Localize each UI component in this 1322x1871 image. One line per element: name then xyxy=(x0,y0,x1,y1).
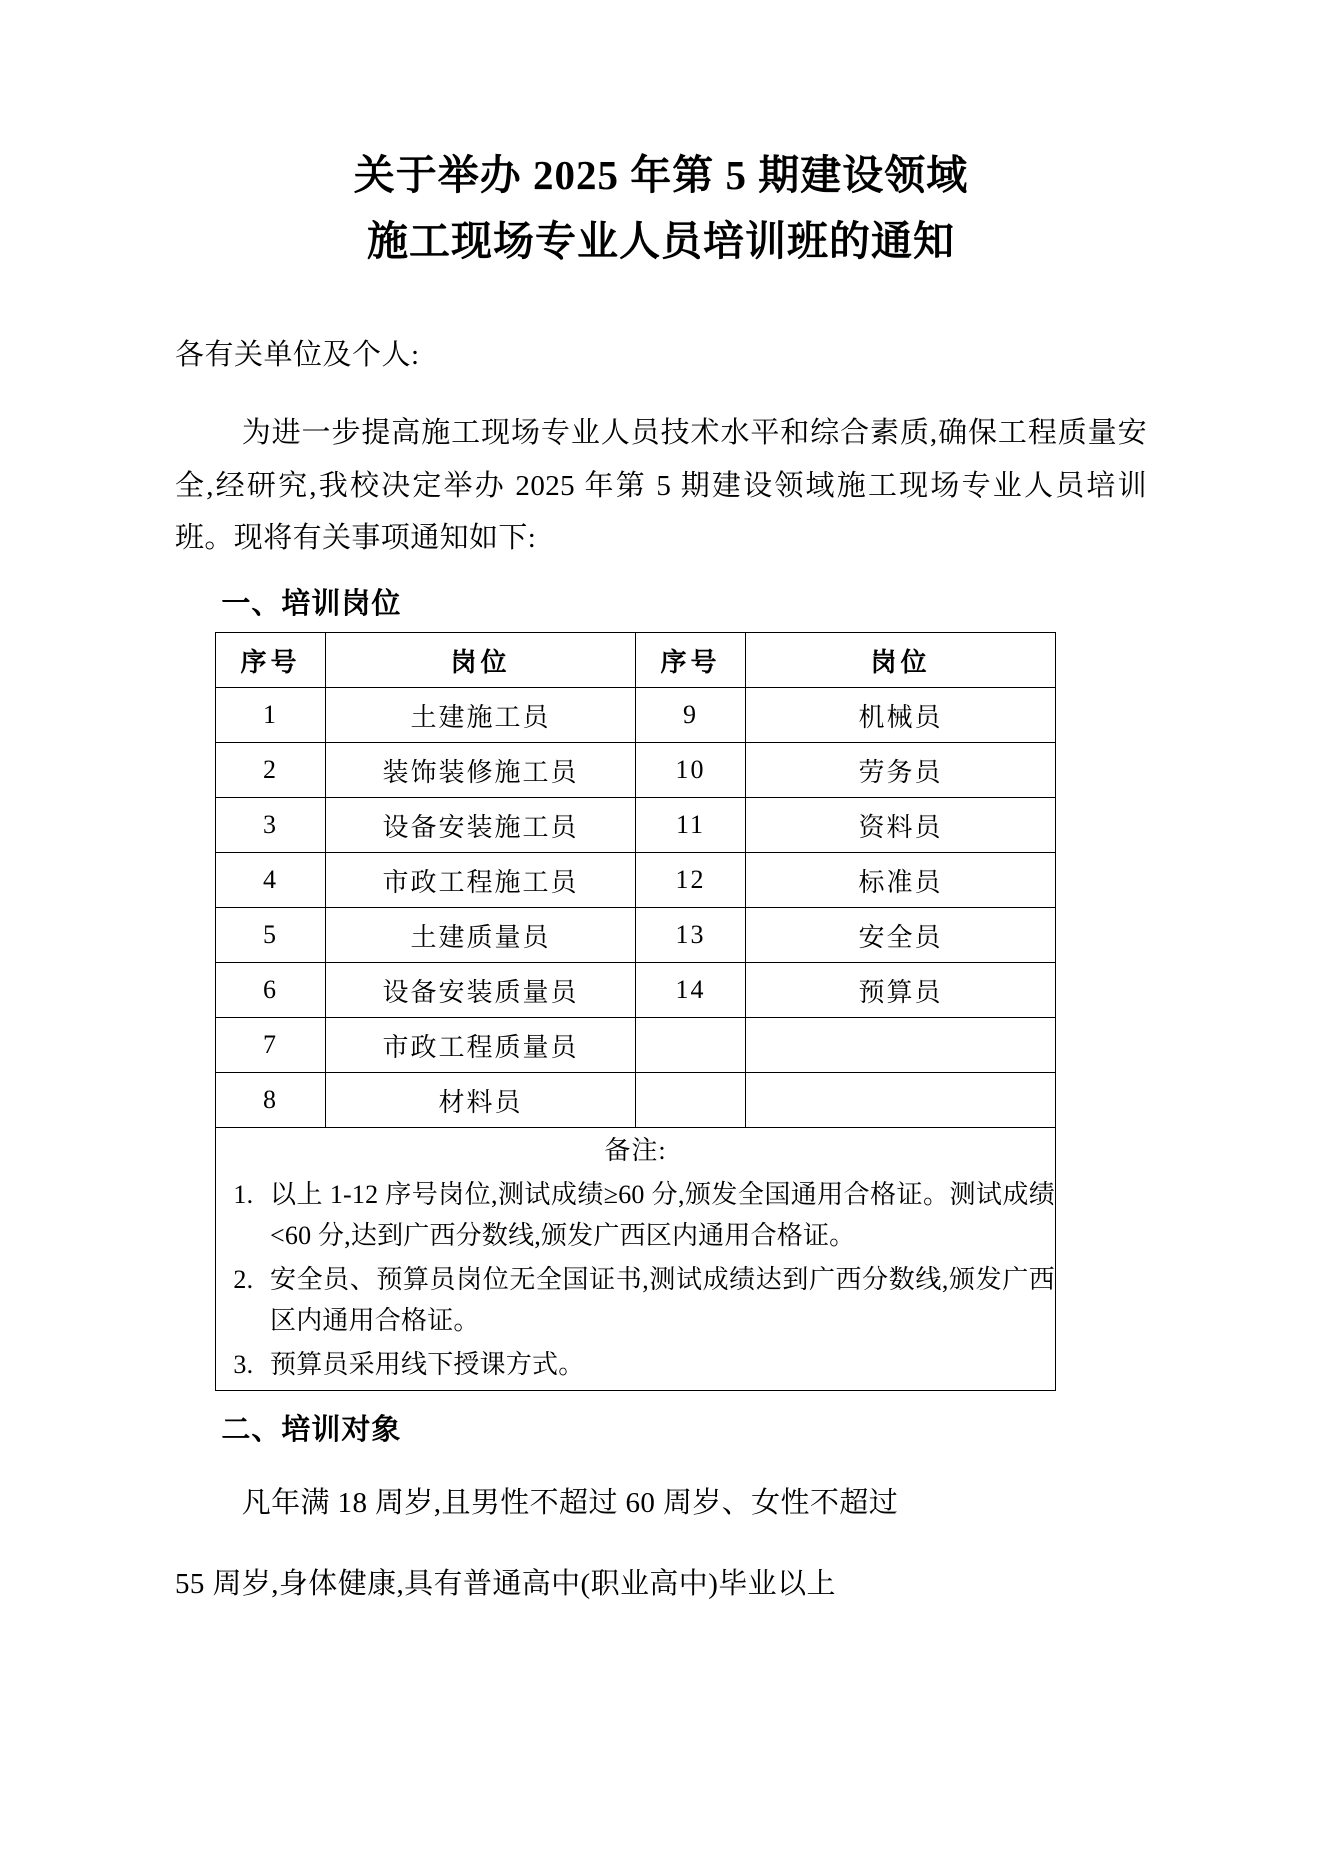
cell-no: 9 xyxy=(636,688,746,743)
cell-no: 11 xyxy=(636,798,746,853)
cell-post xyxy=(746,1018,1056,1073)
notes-list xyxy=(216,1174,1055,1386)
list-item: 2. 安全员、预算员岗位无全国证书,测试成绩达到广西分数线,颁发广西区内通用合格证。 xyxy=(260,1259,1055,1342)
table-row xyxy=(216,743,1056,798)
cell-no: 5 xyxy=(216,908,326,963)
cell-post: 市政工程施工员 xyxy=(326,853,636,908)
table-row xyxy=(216,1018,1056,1073)
trainees-paragraph-line-2: 55 周岁,身体健康,具有普通高中(职业高中)毕业以上 xyxy=(175,1568,836,1601)
cell-post: 预算员 xyxy=(746,963,1056,1018)
cell-no: 4 xyxy=(216,853,326,908)
table-header-row xyxy=(216,633,1056,688)
title-line-1: 关于举办 2025 年第 5 期建设领域 xyxy=(353,152,969,198)
cell-post xyxy=(746,1073,1056,1128)
training-posts-table xyxy=(215,632,1056,1391)
column-header-post-1: 岗位 xyxy=(326,633,636,688)
intro-paragraph: 为进一步提高施工现场专业人员技术水平和综合素质,确保工程质量安全,经研究,我校决定举办 2025 年第 5 期建设领域施工现场专业人员培训班。现将有关事项通知如下: xyxy=(175,416,1147,555)
salutation: 各有关单位及个人: xyxy=(175,338,420,371)
section-heading-trainees: 二、培训对象 xyxy=(221,1411,402,1446)
cell-post: 材料员 xyxy=(326,1073,636,1128)
title-line-2: 施工现场专业人员培训班的通知 xyxy=(367,218,955,265)
cell-no: 10 xyxy=(636,743,746,798)
section-heading-training-posts: 一、培训岗位 xyxy=(221,586,402,621)
cell-post: 劳务员 xyxy=(746,743,1056,798)
cell-no: 3 xyxy=(216,798,326,853)
column-header-no-1: 序号 xyxy=(216,633,326,688)
cell-post: 装饰装修施工员 xyxy=(326,743,636,798)
cell-no: 13 xyxy=(636,908,746,963)
cell-no: 7 xyxy=(216,1018,326,1073)
cell-post: 设备安装施工员 xyxy=(326,798,636,853)
cell-post: 资料员 xyxy=(746,798,1056,853)
cell-no xyxy=(636,1018,746,1073)
cell-no: 6 xyxy=(216,963,326,1018)
table-row xyxy=(216,853,1056,908)
table-row xyxy=(216,963,1056,1018)
list-item: 3. 预算员采用线下授课方式。 xyxy=(260,1344,1055,1386)
cell-no: 8 xyxy=(216,1073,326,1128)
list-item: 1. 以上 1-12 序号岗位,测试成绩≥60 分,颁发全国通用合格证。测试成绩<60 分,达到广西分数线,颁发广西区内通用合格证。 xyxy=(260,1174,1055,1257)
notes-label: 备注: xyxy=(604,1136,667,1166)
cell-post: 市政工程质量员 xyxy=(326,1018,636,1073)
cell-post: 安全员 xyxy=(746,908,1056,963)
table-notes xyxy=(216,1128,1056,1391)
cell-no: 12 xyxy=(636,853,746,908)
column-header-post-2: 岗位 xyxy=(746,633,1056,688)
trainees-paragraph-line-1: 凡年满 18 周岁,且男性不超过 60 周岁、女性不超过 xyxy=(241,1486,899,1519)
cell-no: 14 xyxy=(636,963,746,1018)
table-row xyxy=(216,798,1056,853)
cell-post: 土建施工员 xyxy=(326,688,636,743)
cell-post: 标准员 xyxy=(746,853,1056,908)
table-row xyxy=(216,1073,1056,1128)
cell-post: 土建质量员 xyxy=(326,908,636,963)
table-notes-row xyxy=(216,1128,1056,1391)
cell-post: 设备安装质量员 xyxy=(326,963,636,1018)
cell-no xyxy=(636,1073,746,1128)
cell-no: 1 xyxy=(216,688,326,743)
page-title xyxy=(175,142,1147,275)
table-row xyxy=(216,908,1056,963)
column-header-no-2: 序号 xyxy=(636,633,746,688)
cell-post: 机械员 xyxy=(746,688,1056,743)
table-row xyxy=(216,688,1056,743)
cell-no: 2 xyxy=(216,743,326,798)
